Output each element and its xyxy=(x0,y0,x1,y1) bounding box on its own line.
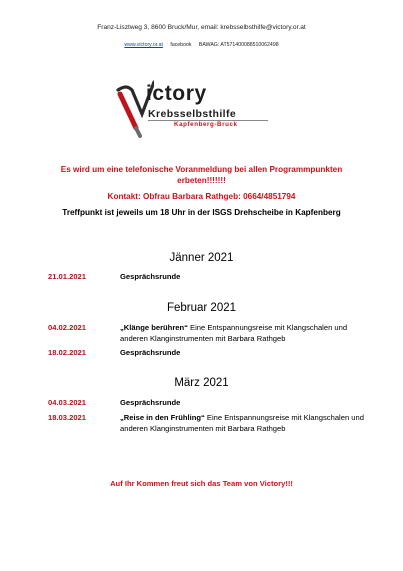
header-address: Franz-Lisztweg 3, 8600 Bruck/Mur, email: krebsselbsthilfe@victory.or.at xyxy=(97,24,306,31)
event-description xyxy=(120,322,372,344)
logo-wordmark: ictory xyxy=(146,82,207,105)
facebook-link[interactable]: facebook xyxy=(170,42,192,48)
logo-subtitle: Krebsselbsthilfe xyxy=(148,108,237,120)
victory-logo xyxy=(114,80,294,144)
event-text: Eine Entspannungsreise mit Klangschalen und anderen Klanginstrumenten mit Barbara Rathgeb xyxy=(120,413,364,433)
notice-line-2: erbeten!!!!!!! xyxy=(177,176,226,185)
closing-message: Auf Ihr Kommen freut sich das Team von Victory!!! xyxy=(110,479,293,488)
contact-info: Kontakt: Obfrau Barbara Rathgeb: 0664/4851794 xyxy=(107,192,296,201)
header-links xyxy=(0,42,403,48)
event-date: 18.03.2021 xyxy=(48,413,87,422)
event-title: „Reise in den Frühling“ xyxy=(120,413,205,422)
meeting-point: Treffpunkt ist jeweils um 18 Uhr in der ISGS Drehscheibe in Kapfenberg xyxy=(62,208,341,217)
event-date: 04.02.2021 xyxy=(48,323,87,332)
event-description xyxy=(120,271,372,282)
logo-location: Kapfenberg-Bruck xyxy=(174,121,238,128)
event-date: 04.03.2021 xyxy=(48,398,87,407)
month-heading: Februar 2021 xyxy=(166,302,237,314)
month-heading: Jänner 2021 xyxy=(169,252,234,264)
event-title: „Klänge berühren“ xyxy=(120,323,188,332)
registration-notice xyxy=(0,164,403,186)
notice-line-1: Es wird um eine telefonische Voranmeldung bei allen Programmpunkten xyxy=(60,165,343,174)
bank-info: BAWAG: AT571400088510062498 xyxy=(198,42,279,48)
event-date: 18.02.2021 xyxy=(48,348,87,357)
event-title: Gesprächsrunde xyxy=(120,398,181,407)
event-description xyxy=(120,397,372,408)
website-link[interactable]: www.victory.or.at xyxy=(124,42,163,48)
event-description xyxy=(120,347,372,358)
month-heading: März 2021 xyxy=(174,377,229,389)
event-description xyxy=(120,412,372,434)
event-title: Gesprächsrunde xyxy=(120,348,181,357)
event-text: Eine Entspannungsreise mit Klangschalen und anderen Klanginstrumenten mit Barbara Rathgeb xyxy=(120,323,348,343)
event-title: Gesprächsrunde xyxy=(120,272,181,281)
event-date: 21.01.2021 xyxy=(48,272,87,281)
